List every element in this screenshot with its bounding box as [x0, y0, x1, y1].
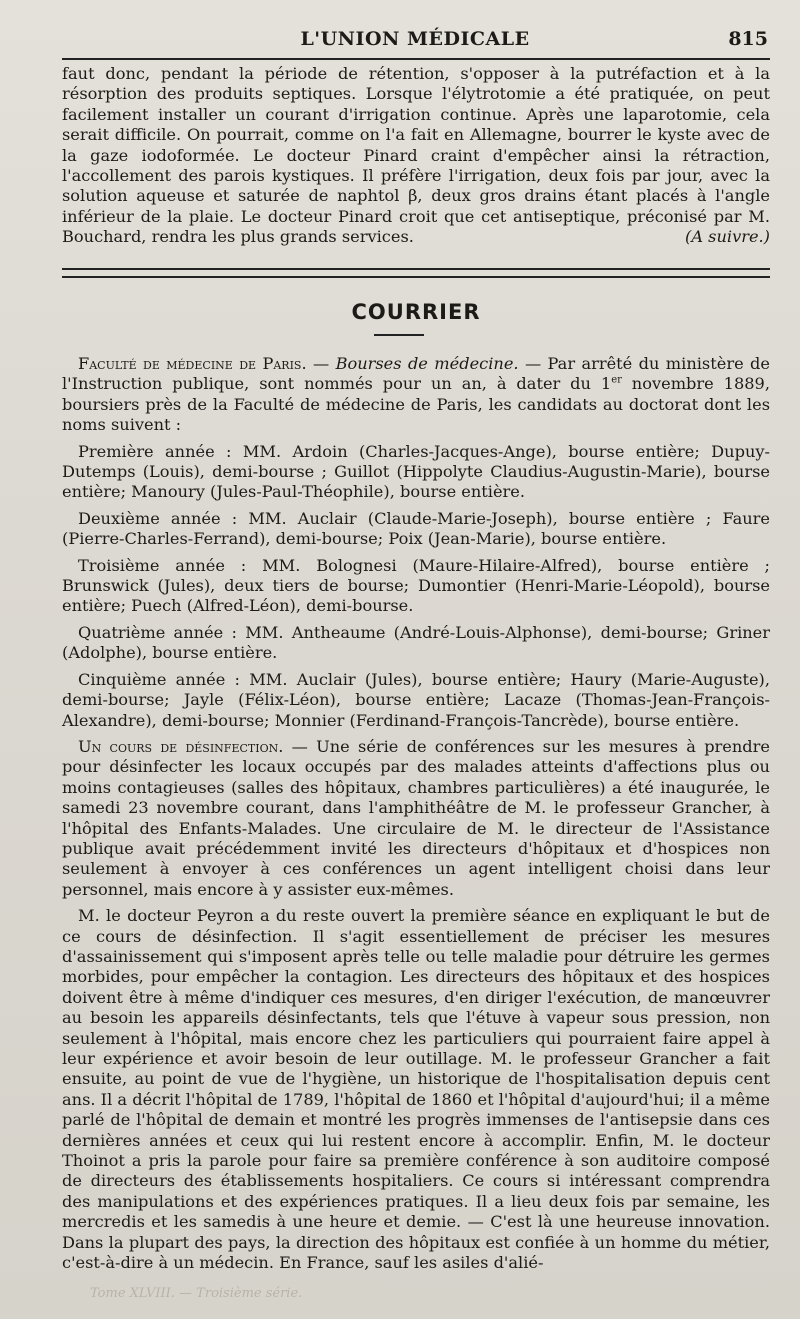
year-4-list: Quatrième année : MM. Antheaume (André-Louis-Alphonse), demi-bourse; Griner (Adolphe), bourse entière.: [62, 622, 770, 663]
desinfection-heading: Un cours de désinfection.: [78, 736, 284, 756]
faculte-heading: Faculté de médecine de Paris.: [78, 354, 307, 373]
desinfection-paragraph: [62, 737, 770, 900]
courrier-section: [62, 354, 770, 1279]
a-suivre-note: (A suivre.): [685, 227, 770, 247]
faculte-paragraph: Faculté de médecine de Paris. — Bourses de médecine. — Par arrêté du ministère de l'Instruction publique, sont nommés pour un an, à dater du 1er novembre 1889, boursiers près de la Faculté de médecine de Paris, les candidats au doctorat dont les noms suivent :: [62, 354, 770, 435]
section-title: COURRIER: [351, 300, 481, 324]
faculte-intro-rest: novembre 1889, boursiers près de la Faculté de médecine de Paris, les candidats au doctorat dont les noms suivent :: [62, 374, 770, 435]
year-2-list: Deuxième année : MM. Auclair (Claude-Marie-Joseph), bourse entière ; Faure (Pierre-Charles-Ferrand), demi-bourse; Poix (Jean-Marie), bourse entière.: [62, 508, 770, 549]
article-paragraph-text: faut donc, pendant la période de rétention, s'opposer à la putréfaction et à la résorption des produits septiques. Lorsque l'élytrotomie a été pratiquée, on peut facilement installer un courant d'irrigation continue. Après une laparotomie, cela serait difficile. On pourrait, comme on l'a fait en Allemagne, bourrer le kyste avec de la gaze iodoformée. Le docteur Pinard craint d'empêcher ainsi la rétraction, l'accollement des parois kystiques. Il préfère l'irrigation, deux fois par jour, avec la solution aqueuse et saturée de naphtol β, deux gros drains étant placés à l'angle inférieur de la plaie. Le docteur Pinard croit que cet antiseptique, préconisé par M. Bouchard, rendra les plus grands services.: [62, 64, 770, 247]
year-5-list: Cinquième année : MM. Auclair (Jules), bourse entière; Haury (Marie-Auguste), demi-bourse; Jayle (Félix-Léon), bourse entière; Lacaze (Thomas-Jean-François-Alexandre), demi-bourse; Monnier (Ferdinand-François-Tancrède), bourse entière.: [62, 669, 770, 730]
faculte-subject: Bourses de médecine.: [335, 354, 519, 373]
section-divider: [62, 268, 770, 278]
page-footer: Tome XLVIII. — Troisième série.: [90, 1286, 303, 1301]
header-rule: [62, 58, 770, 60]
journal-title: L'UNION MÉDICALE: [300, 28, 530, 50]
faculte-intro-superscript: er: [611, 375, 622, 387]
page-header: [62, 26, 768, 56]
continued-article: [62, 64, 770, 248]
title-underline: [374, 334, 424, 336]
year-1-list: Première année : MM. Ardoin (Charles-Jacques-Ange), bourse entière; Dupuy-Dutemps (Louis), demi-bourse ; Guillot (Hippolyte Claudius-Augustin-Marie), bourse entière; Manoury (Jules-Paul-Théophile), bourse entière.: [62, 441, 770, 502]
page-number: 815: [728, 28, 768, 50]
faculte-intro: — Par arrêté du ministère de l'Instruction publique, sont nommés pour un an, à dater du 1: [62, 354, 770, 394]
peyron-paragraph: M. le docteur Peyron a du reste ouvert la première séance en expliquant le but de ce cours de désinfection. Il s'agit essentiellement de préciser les mesures d'assainissement qui s'imposent après telle ou telle maladie pour détruire les germes morbides, pour empêcher la contagion. Les directeurs des hôpitaux et des hospices doivent être à même d'indiquer ces mesures, d'en diriger l'exécution, de manœuvrer au besoin les appareils désinfectants, tels que l'étuve à vapeur sous pression, non seulement à l'hôpital, mais encore chez les particuliers qui pourraient faire appel à leur expérience et avoir besoin de leur outillage. M. le professeur Grancher a fait ensuite, au point de vue de l'hygiène, un historique de l'hospitalisation depuis cent ans. Il a décrit l'hôpital de 1789, l'hôpital de 1860 et l'hôpital d'aujourd'hui; il a même parlé de l'hôpital de demain et montré les progrès immenses de l'antisepsie dans ces dernières années et ceux qui lui restent encore à accomplir. Enfin, M. le docteur Thoinot a pris la parole pour faire sa première conférence à son auditoire composé de directeurs des établissements hospitaliers. Ce cours si intéressant comprendra des manipulations et des expériences pratiques. Il a lieu deux fois par semaine, les mercredis et les samedis à une heure et demie. — C'est là une heureuse innovation. Dans la plupart des pays, la direction des hôpitaux est confiée à un homme du métier, c'est-à-dire à un médecin. En France, sauf les asiles d'alié-: [62, 906, 770, 1273]
year-3-list: Troisième année : MM. Bolognesi (Maure-Hilaire-Alfred), bourse entière ; Brunswick (Jules), deux tiers de bourse; Dumontier (Henri-Marie-Léopold), bourse entière; Puech (Alfred-Léon), demi-bourse.: [62, 555, 770, 616]
article-paragraph: [62, 64, 770, 248]
desinfection-text: — Une série de conférences sur les mesures à prendre pour désinfecter les locaux occupés par des malades atteints d'affections plus ou moins contagieuses (salles des hôpitaux, chambres particulières) a été inaugurée, le samedi 23 novembre courant, dans l'amphithéâtre de M. le professeur Grancher, à l'hôpital des Enfants-Malades. Une circulaire de M. le directeur de l'Assistance publique avait précédemment invité les directeurs d'hôpitaux et d'hospices non seulement à envoyer à ces conférences un agent intelligent choisi dans leur personnel, mais encore à y assister eux-mêmes.: [62, 736, 770, 899]
